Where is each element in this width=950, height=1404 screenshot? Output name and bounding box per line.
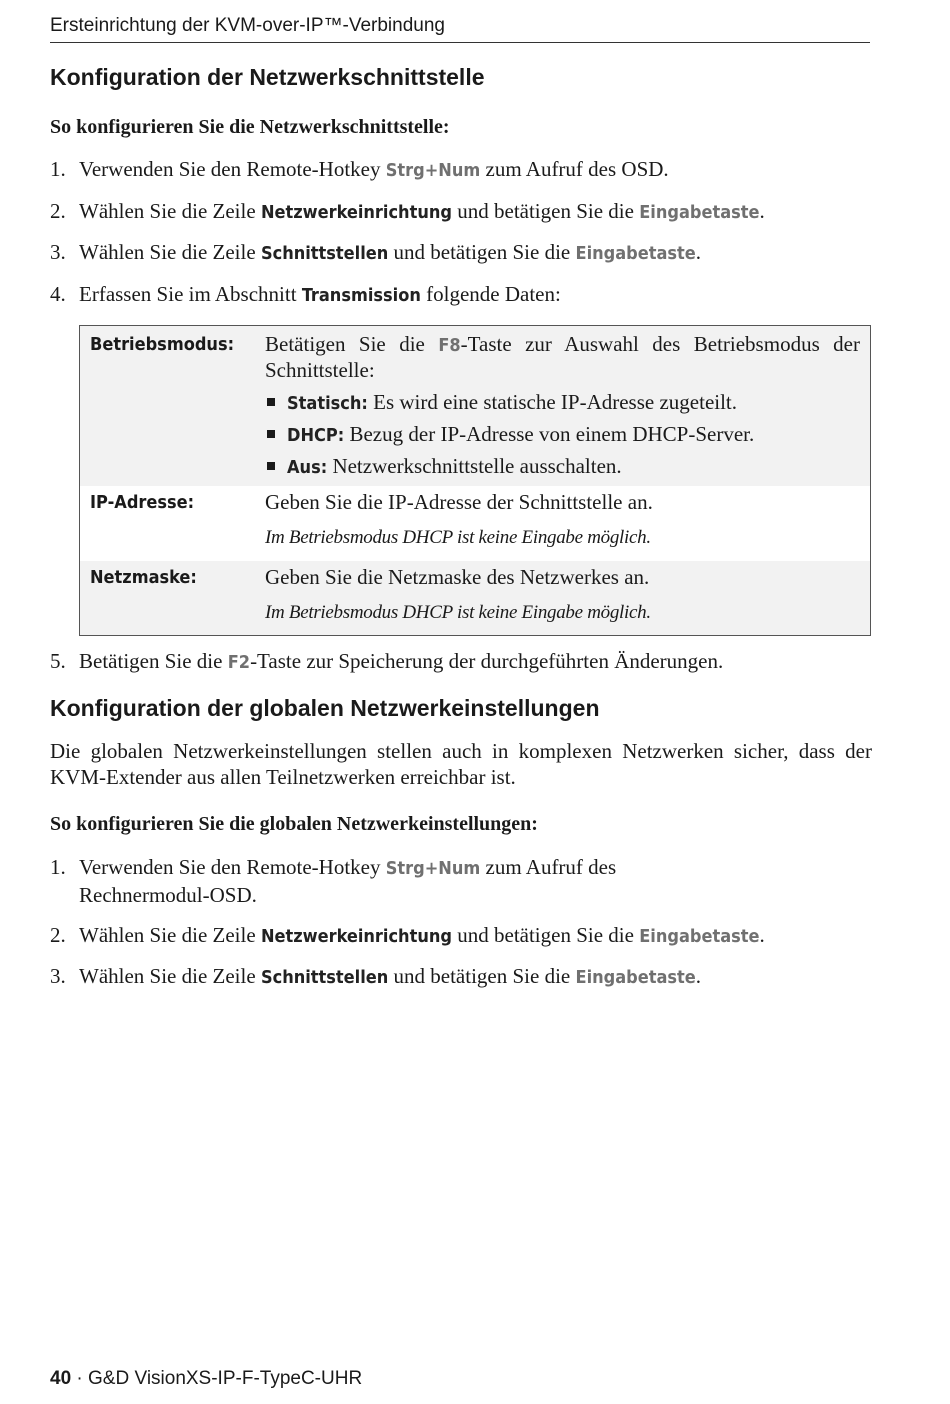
step-text: Erfassen Sie im Abschnitt [79, 282, 302, 306]
step-number: 2. [50, 923, 66, 947]
param-label: Betriebsmodus: [90, 334, 235, 355]
param-description [265, 326, 871, 486]
key-name: F2 [227, 652, 251, 673]
step-text: Verwenden Sie den Remote-Hotkey [79, 855, 386, 879]
parameter-table [79, 325, 871, 636]
param-label: IP-Adresse: [90, 491, 195, 513]
bullet-icon [267, 462, 275, 470]
step-text: Wählen Sie die Zeile [79, 199, 261, 223]
table-row [80, 561, 871, 636]
step-number: 1. [50, 855, 66, 879]
param-text: Geben Sie die Netzmaske des Netzwerkes an. [265, 564, 650, 589]
param-description [265, 561, 871, 636]
step-number: 3. [50, 240, 66, 264]
step-text: . [759, 199, 765, 223]
step-number: 5. [50, 649, 66, 673]
step-text: folgende Daten: [420, 282, 561, 306]
key-name: F8 [438, 335, 461, 356]
menu-item: Transmission [301, 285, 421, 306]
step-number: 2. [50, 199, 66, 223]
menu-item: Schnittstellen [260, 243, 389, 264]
step-text: Wählen Sie die Zeile [79, 964, 261, 988]
option-name: Statisch: [287, 393, 368, 414]
footer-separator: · [71, 1368, 89, 1389]
param-description [265, 486, 871, 561]
option-text: Netzwerkschnittstelle ausschalten. [327, 454, 622, 478]
step-text: Wählen Sie die Zeile [79, 923, 261, 947]
list-item [265, 419, 860, 451]
list-item [265, 451, 860, 483]
product-name: G&D VisionXS-IP-F-TypeC-UHR [88, 1368, 363, 1389]
step-text: und betätigen Sie die [388, 240, 576, 264]
step-text: und betätigen Sie die [452, 923, 640, 947]
option-name: DHCP: [287, 425, 345, 446]
key-name: Eingabetaste [639, 926, 760, 947]
key-name: Eingabetaste [575, 243, 696, 264]
page-footer [50, 1368, 362, 1390]
hotkey: Strg+Num [385, 858, 481, 879]
running-header: Ersteinrichtung der KVM-over-IP™-Verbindung [50, 15, 870, 43]
step-text: und betätigen Sie die [452, 199, 640, 223]
key-name: Eingabetaste [575, 967, 696, 988]
param-text: Geben Sie die IP-Adresse der Schnittstelle an. [265, 489, 653, 514]
step-text: . [759, 923, 765, 947]
option-name: Aus: [287, 457, 328, 478]
step-text: Verwenden Sie den Remote-Hotkey [79, 157, 386, 181]
table-row [80, 486, 871, 561]
step-text: Wählen Sie die Zeile [79, 240, 261, 264]
param-note: Im Betriebsmodus DHCP ist keine Eingabe möglich. [265, 601, 651, 623]
option-text: Bezug der IP-Adresse von einem DHCP-Server. [344, 422, 755, 446]
menu-item: Schnittstellen [260, 967, 389, 988]
step-text: . [695, 240, 702, 264]
section-title-global: Konfiguration der globalen Netzwerkeinstellungen [50, 695, 600, 721]
hotkey: Strg+Num [385, 160, 481, 181]
page-number: 40 [50, 1368, 72, 1389]
section-title-interface: Konfiguration der Netzwerkschnittstelle [50, 64, 485, 90]
step-number: 4. [50, 282, 66, 306]
step-number: 1. [50, 157, 66, 181]
step-text: . [695, 964, 702, 988]
param-label: Netzmaske: [90, 566, 197, 588]
intro-paragraph: Die globalen Netzwerkeinstellungen stellen auch in komplexen Netzwerken sicher, dass der KVM-Extender aus allen Teilnetzwerken erreichbar ist. [50, 739, 872, 789]
procedure-title: So konfigurieren Sie die Netzwerkschnittstelle: [50, 116, 450, 138]
step-text: Betätigen Sie die [79, 649, 228, 673]
key-name: Eingabetaste [639, 202, 760, 223]
step-number: 3. [50, 964, 66, 988]
option-list [265, 387, 860, 483]
param-text: -Taste zur Auswahl des Betriebsmodus der Schnittstelle: [265, 332, 860, 382]
step-text: zum Aufruf des Rechnermodul-OSD. [79, 855, 617, 907]
table-row [80, 326, 871, 486]
procedure-title: So konfigurieren Sie die globalen Netzwerkeinstellungen: [50, 813, 538, 835]
param-note: Im Betriebsmodus DHCP ist keine Eingabe möglich. [265, 526, 651, 548]
step-text: -Taste zur Speicherung der durchgeführten Änderungen. [250, 649, 724, 673]
menu-item: Netzwerkeinrichtung [260, 926, 452, 947]
step-text: und betätigen Sie die [388, 964, 576, 988]
bullet-icon [267, 398, 275, 406]
bullet-icon [267, 430, 275, 438]
option-text: Es wird eine statische IP-Adresse zugeteilt. [367, 390, 738, 414]
step-text: zum Aufruf des OSD. [480, 157, 669, 181]
menu-item: Netzwerkeinrichtung [260, 202, 452, 223]
param-text: Betätigen Sie die [265, 332, 439, 356]
list-item [265, 387, 860, 419]
